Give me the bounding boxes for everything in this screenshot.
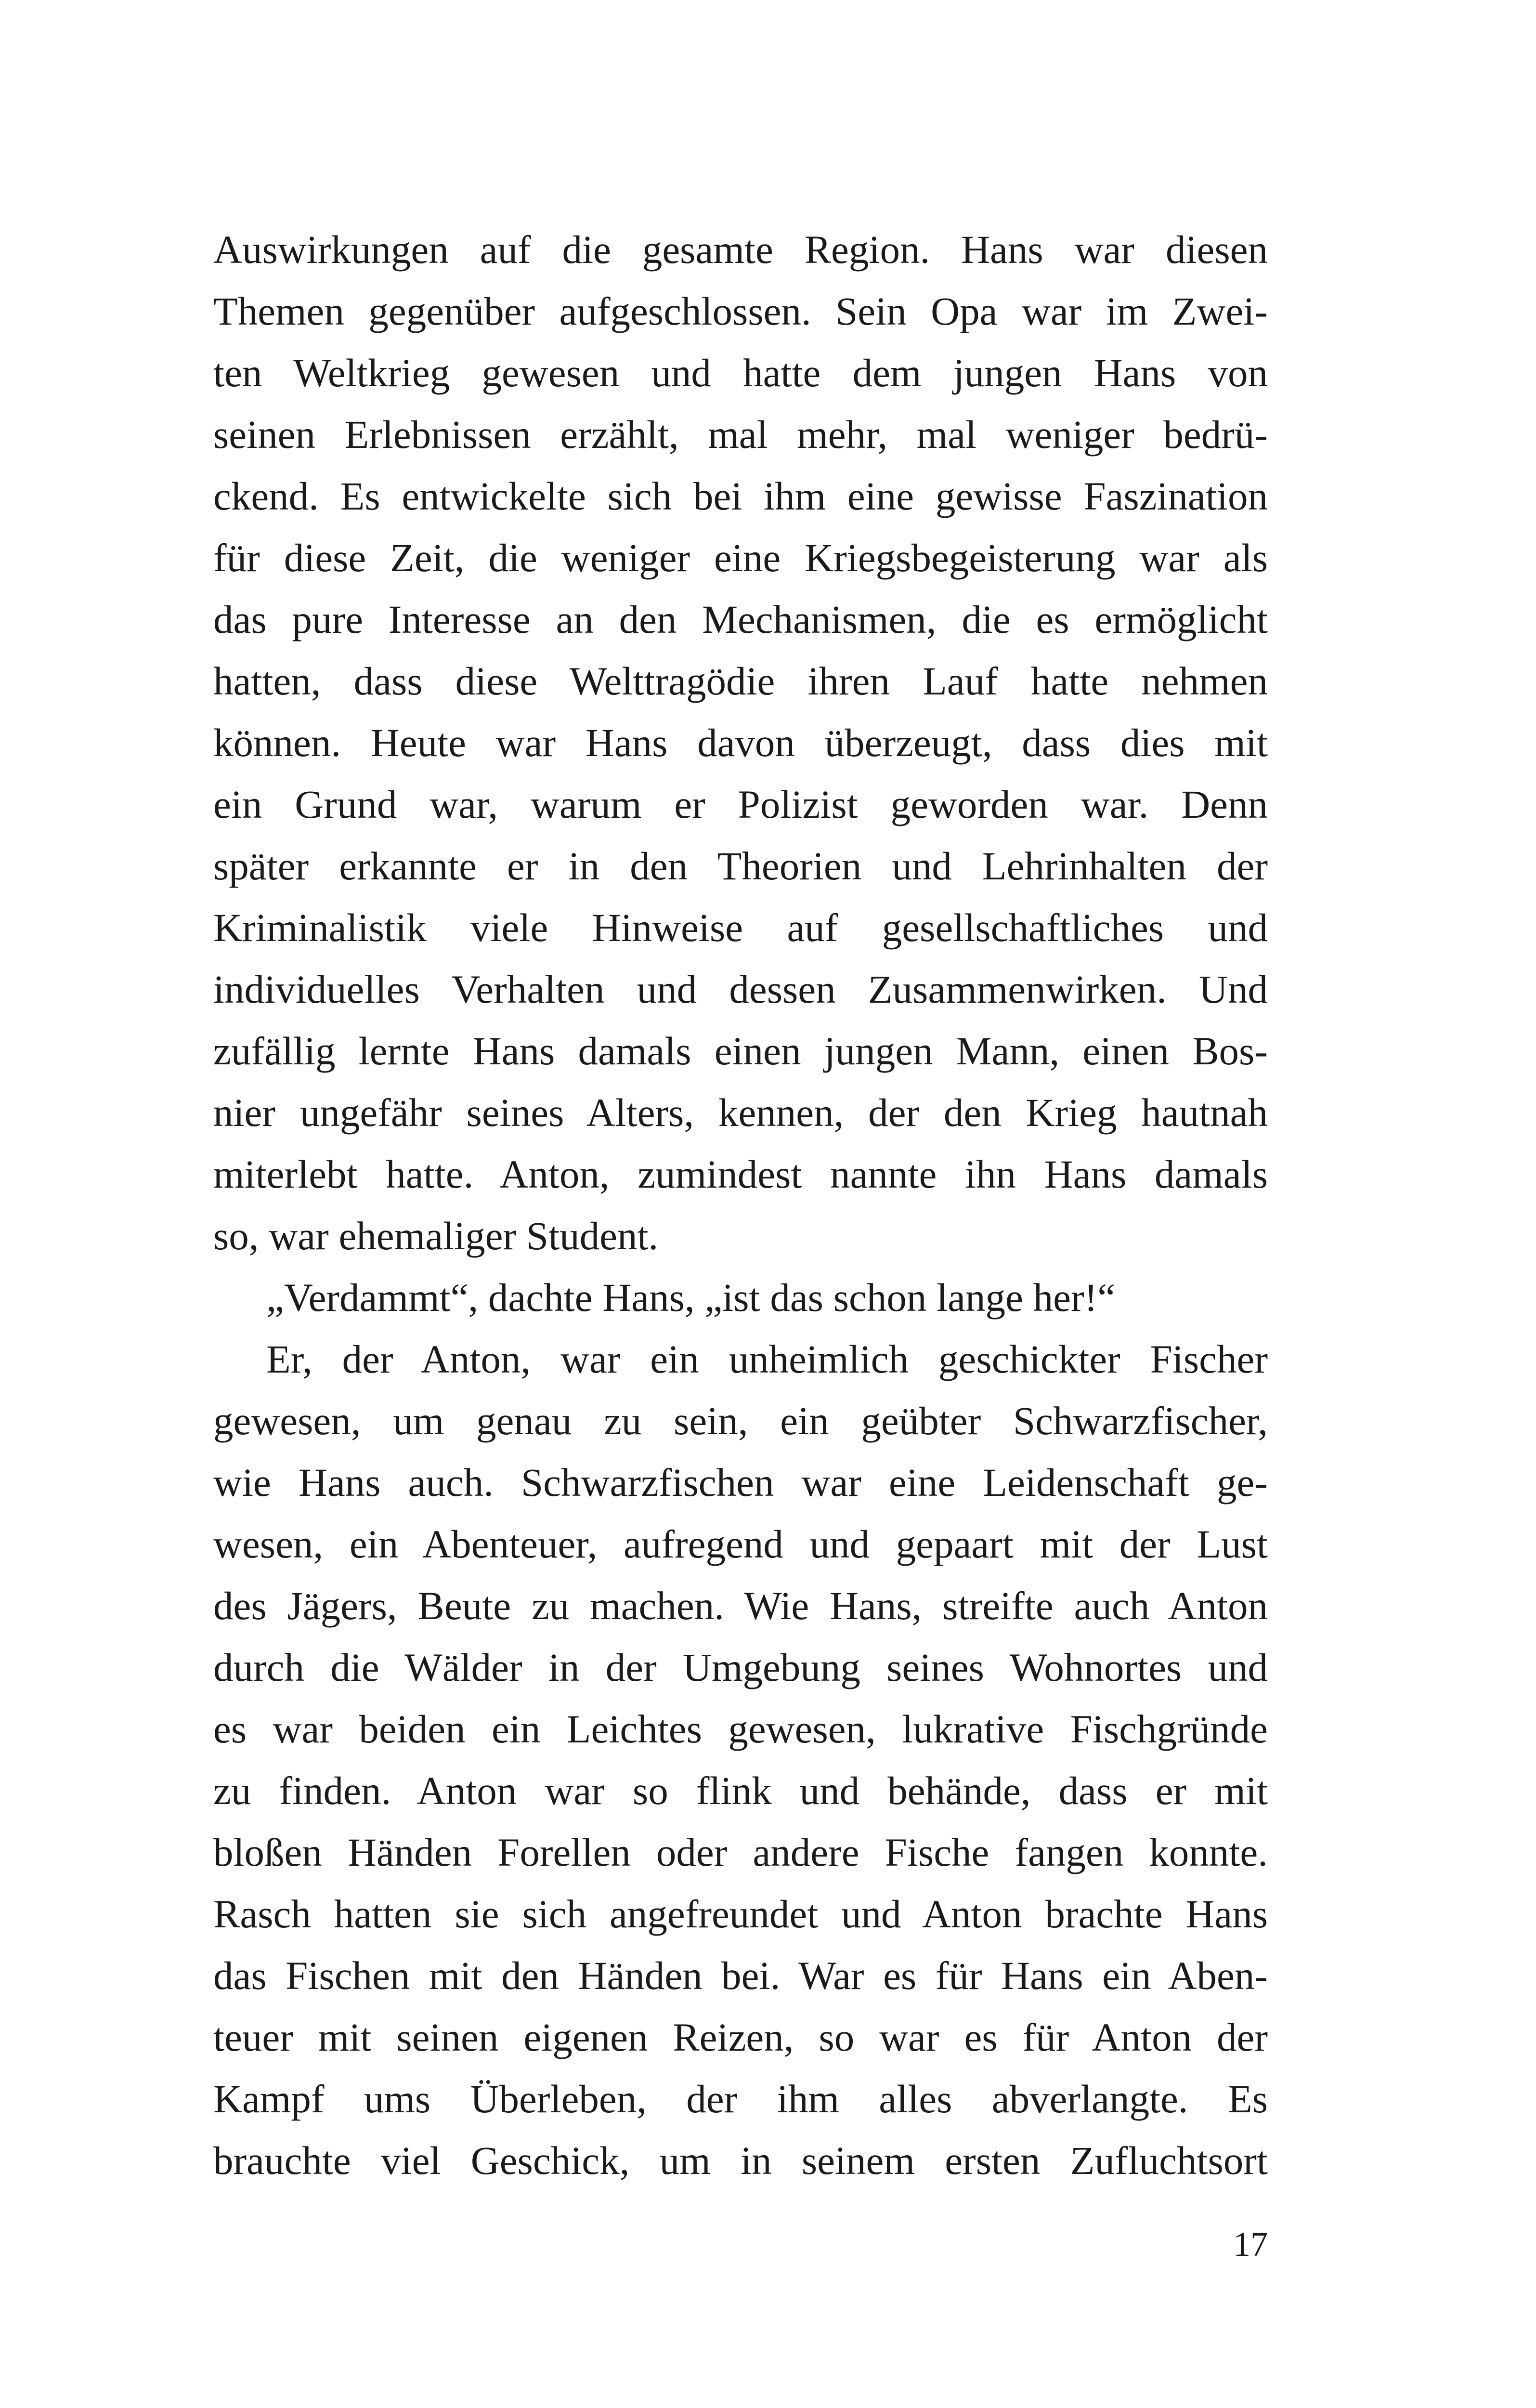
text-line: ein Grund war, warum er Polizist geworden war. Denn: [213, 782, 1268, 826]
text-line: Kriminalistik viele Hinweise auf gesellschaftliches und: [213, 905, 1268, 950]
text-line: individuelles Verhalten und dessen Zusammenwirken. Und: [213, 967, 1268, 1011]
text-line: hatten, dass diese Welttragödie ihren Lauf hatte nehmen: [213, 659, 1268, 703]
text-line: zufällig lernte Hans damals einen jungen Mann, einen Bos-: [213, 1029, 1268, 1073]
text-line: Kampf ums Überleben, der ihm alles abverlangte. Es: [213, 2077, 1268, 2121]
text-line: das pure Interesse an den Mechanismen, die es ermöglicht: [213, 597, 1268, 641]
text-line: durch die Wälder in der Umgebung seines Wohnortes und: [213, 1645, 1268, 1689]
text-line: brauchte viel Geschick, um in seinem ersten Zufluchtsort: [213, 2138, 1268, 2183]
text-line: Auswirkungen auf die gesamte Region. Hans war diesen: [213, 227, 1268, 272]
text-line: es war beiden ein Leichtes gewesen, lukrative Fischgründe: [213, 1707, 1268, 1751]
text-line: wesen, ein Abenteuer, aufregend und gepaart mit der Lust: [213, 1522, 1268, 1566]
text-line: Rasch hatten sie sich angefreundet und Anton brachte Hans: [213, 1892, 1268, 1936]
body-text: [213, 219, 1268, 2191]
text-line: „Verdammt“, dachte Hans, „ist das schon lange her!“: [266, 1275, 1116, 1320]
text-line: für diese Zeit, die weniger eine Kriegsbegeisterung war als: [213, 536, 1268, 580]
text-line: nier ungefähr seines Alters, kennen, der den Krieg hautnah: [213, 1090, 1268, 1135]
text-line: zu finden. Anton war so flink und behände, dass er mit: [213, 1768, 1268, 1813]
text-line: des Jägers, Beute zu machen. Wie Hans, streifte auch Anton: [213, 1584, 1268, 1628]
page-number: 17: [1233, 2225, 1268, 2264]
text-line: bloßen Händen Forellen oder andere Fische fangen konnte.: [213, 1830, 1268, 1874]
text-line: gewesen, um genau zu sein, ein geübter Schwarzfischer,: [213, 1399, 1268, 1443]
text-line: ten Weltkrieg gewesen und hatte dem jungen Hans von: [213, 351, 1268, 395]
text-line: seinen Erlebnissen erzählt, mal mehr, mal weniger bedrü-: [213, 412, 1268, 457]
text-line: so, war ehemaliger Student.: [213, 1214, 659, 1258]
text-line: können. Heute war Hans davon überzeugt, dass dies mit: [213, 720, 1268, 765]
text-line: miterlebt hatte. Anton, zumindest nannte ihn Hans damals: [213, 1152, 1268, 1196]
text-line: ckend. Es entwickelte sich bei ihm eine gewisse Faszination: [213, 474, 1268, 518]
text-line: Themen gegenüber aufgeschlossen. Sein Opa war im Zwei-: [213, 289, 1268, 333]
text-line: das Fischen mit den Händen bei. War es für Hans ein Aben-: [213, 1953, 1268, 1998]
text-line: wie Hans auch. Schwarzfischen war eine Leidenschaft ge-: [213, 1460, 1268, 1505]
text-line: teuer mit seinen eigenen Reizen, so war es für Anton der: [213, 2015, 1268, 2059]
text-line: später erkannte er in den Theorien und Lehrinhalten der: [213, 844, 1268, 888]
text-line: Er, der Anton, war ein unheimlich geschickter Fischer: [266, 1337, 1268, 1381]
